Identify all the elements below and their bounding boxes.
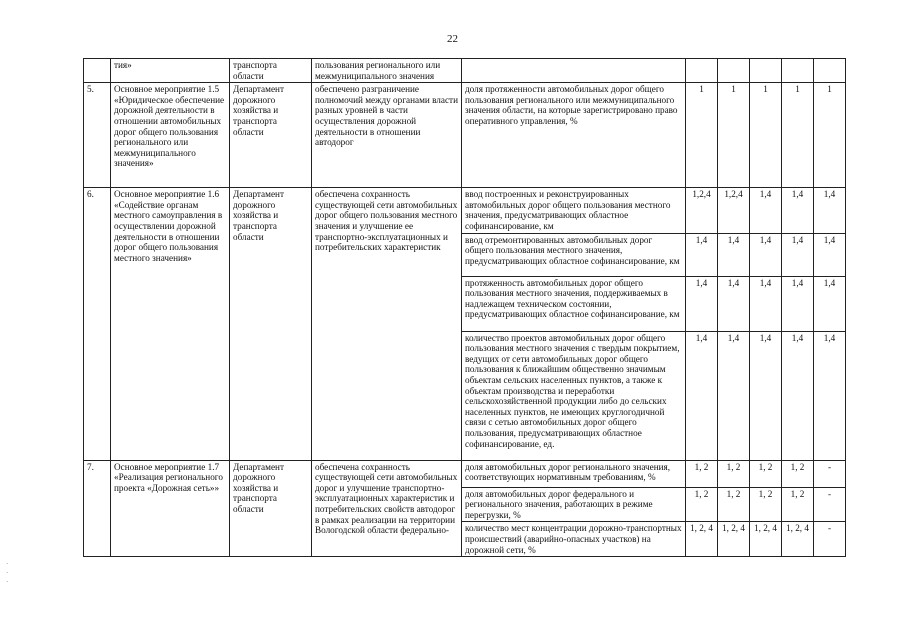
- value-cell: 1, 2: [718, 460, 750, 487]
- value-cell: 1,4: [718, 276, 750, 331]
- indicator-cell: ввод отремонтированных автомобильных дорог общего пользования местного значения, предусматривающих областное софинансирование, км: [462, 233, 686, 276]
- value-cell: 1, 2, 4: [750, 522, 782, 557]
- value-cell: 1,4: [814, 276, 846, 331]
- value-cell: 1,4: [782, 331, 814, 460]
- executor-cell: транспорта области: [230, 59, 312, 83]
- value-cell: 1, 2, 4: [782, 522, 814, 557]
- table-row: [84, 59, 846, 83]
- row-number-cell: 6.: [84, 188, 111, 460]
- value-cell: 1, 2: [750, 460, 782, 487]
- value-cell: 1, 2: [750, 487, 782, 522]
- executor-cell: Департамент дорожного хозяйства и транспорта области: [230, 460, 312, 557]
- value-cell: [814, 59, 846, 83]
- indicator-cell: [462, 59, 686, 83]
- row-number-cell: [84, 59, 111, 83]
- table-row: [84, 460, 846, 487]
- value-cell: 1,2,4: [686, 188, 718, 233]
- result-cell: обеспечено разграничение полномочий между органами власти разных уровней в части осуществления дорожной деятельности в отношении автодорог: [312, 83, 462, 188]
- indicator-cell: количество мест концентрации дорожно-транспортных происшествий (аварийно-опасных участков) на дорожной сети, %: [462, 522, 686, 557]
- value-cell: 1,4: [814, 188, 846, 233]
- table-body: [84, 59, 846, 557]
- value-cell: 1, 2, 4: [686, 522, 718, 557]
- value-cell: 1: [718, 83, 750, 188]
- indicator-cell: ввод построенных и реконструированных автомобильных дорог общего пользования местного значения, предусматривающих областное софинансирование, км: [462, 188, 686, 233]
- value-cell: [782, 59, 814, 83]
- indicator-cell: количество проектов автомобильных дорог общего пользования местного значения с твердым покрытием, ведущих от сети автомобильных дорог общего пользования к ближайшим общественно значимым объектам сельских населенных пунктов, а также к объектам производства и переработки сельскохозяйственной продукции либо до сельских населенных пунктов, не имеющих круглогодичной связи с сетью автомобильных дорог общего пользования, предусматривающих областное софинансирование, ед.: [462, 331, 686, 460]
- value-cell: 1, 2: [686, 487, 718, 522]
- value-cell: 1: [750, 83, 782, 188]
- value-cell: 1,4: [686, 331, 718, 460]
- value-cell: 1,4: [686, 276, 718, 331]
- indicator-cell: доля автомобильных дорог регионального значения, соответствующих нормативным требованиям, %: [462, 460, 686, 487]
- value-cell: 1, 2: [686, 460, 718, 487]
- result-cell: обеспечена сохранность существующей сети автомобильных дорог и улучшение транспортно-эксплуатационных характеристик и потребительских свойств автодорог в рамках реализации на территории Вологодской области федерально-: [312, 460, 462, 557]
- value-cell: -: [814, 522, 846, 557]
- row-number-cell: 5.: [84, 83, 111, 188]
- table-row: [84, 188, 846, 233]
- executor-cell: Департамент дорожного хозяйства и транспорта области: [230, 188, 312, 460]
- indicator-cell: доля автомобильных дорог федерального и регионального значения, работающих в режиме перегрузки, %: [462, 487, 686, 522]
- value-cell: 1, 2: [718, 487, 750, 522]
- measure-cell: Основное мероприятие 1.6 «Содействие органам местного самоуправления в осуществлении дорожной деятельности в отношении дорог общего пользования местного значения»: [111, 188, 230, 460]
- value-cell: 1: [686, 83, 718, 188]
- value-cell: 1,4: [782, 188, 814, 233]
- executor-cell: Департамент дорожного хозяйства и транспорта области: [230, 83, 312, 188]
- value-cell: 1,4: [782, 233, 814, 276]
- value-cell: 1,4: [782, 276, 814, 331]
- value-cell: -: [814, 487, 846, 522]
- value-cell: 1: [782, 83, 814, 188]
- value-cell: -: [814, 460, 846, 487]
- measure-cell: тия»: [111, 59, 230, 83]
- value-cell: 1, 2: [782, 460, 814, 487]
- value-cell: 1,4: [718, 233, 750, 276]
- result-cell: пользования регионального или межмуниципального значения: [312, 59, 462, 83]
- value-cell: 1, 2: [782, 487, 814, 522]
- table-row: [84, 83, 846, 188]
- value-cell: 1,4: [814, 331, 846, 460]
- measures-table: [83, 58, 846, 557]
- value-cell: 1,4: [718, 331, 750, 460]
- margin-marks: · · ·: [6, 560, 9, 586]
- value-cell: 1, 2, 4: [718, 522, 750, 557]
- result-cell: обеспечена сохранность существующей сети автомобильных дорог общего пользования местного значения и улучшение ее транспортно-эксплуатационных и потребительских характеристик: [312, 188, 462, 460]
- page-number: 22: [447, 33, 458, 45]
- value-cell: 1,4: [750, 276, 782, 331]
- value-cell: 1: [814, 83, 846, 188]
- value-cell: 1,4: [814, 233, 846, 276]
- value-cell: [718, 59, 750, 83]
- value-cell: 1,2,4: [718, 188, 750, 233]
- measure-cell: Основное мероприятие 1.7 «Реализация регионального проекта «Дорожная сеть»»: [111, 460, 230, 557]
- indicator-cell: протяженность автомобильных дорог общего пользования местного значения, поддерживаемых в надлежащем техническом состоянии, предусматривающих областное софинансирование, км: [462, 276, 686, 331]
- value-cell: [750, 59, 782, 83]
- value-cell: 1,4: [750, 188, 782, 233]
- row-number-cell: 7.: [84, 460, 111, 557]
- measure-cell: Основное мероприятие 1.5 «Юридическое обеспечение дорожной деятельности в отношении автомобильных дорог общего пользования регионального или межмуниципального значения»: [111, 83, 230, 188]
- value-cell: [686, 59, 718, 83]
- indicator-cell: доля протяженности автомобильных дорог общего пользования регионального или межмуниципального значения области, на которые зарегистрировано право оперативного управления, %: [462, 83, 686, 188]
- value-cell: 1,4: [750, 331, 782, 460]
- value-cell: 1,4: [750, 233, 782, 276]
- value-cell: 1,4: [686, 233, 718, 276]
